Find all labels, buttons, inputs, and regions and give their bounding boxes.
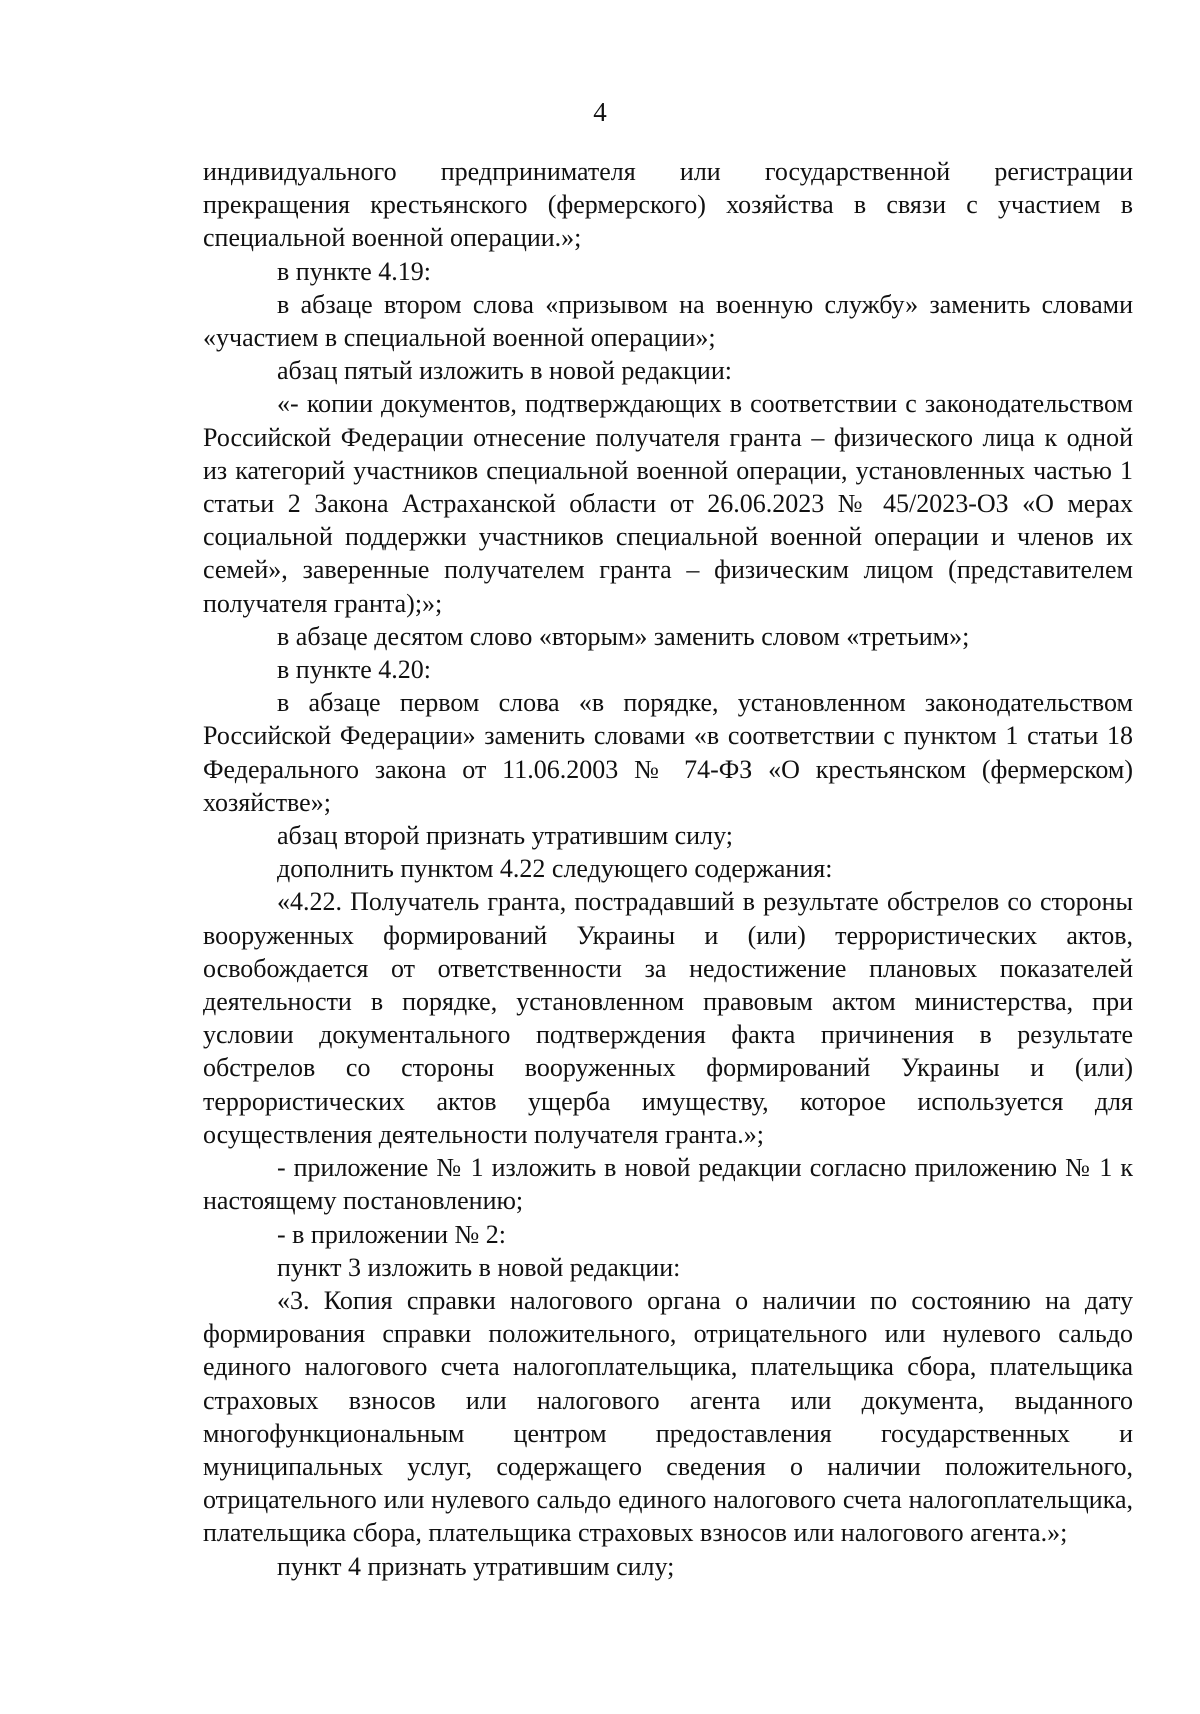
page-number: 4	[593, 97, 607, 127]
paragraph-appendix-1: - приложение № 1 изложить в новой редакции согласно приложению № 1 к настоящему постановлению;	[203, 1153, 1133, 1216]
document-body	[203, 155, 1133, 1583]
paragraph-item-3-text: «3. Копия справки налогового органа о наличии по состоянию на дату формирования справки положительного, отрицательного или нулевого сальдо единого налогового счета налогоплательщика, плательщика сбора, плательщика страховых взносов или налогового агента или документа, выданного многофункциональным центром предоставления государственных и муниципальных услуг, содержащего сведения о наличии положительного, отрицательного или нулевого сальдо единого налогового счета налогоплательщика, плательщика сбора, плательщика страховых взносов или налогового агента.»;	[203, 1285, 1133, 1548]
paragraph-first-abzac-amendment: в абзаце первом слова «в порядке, установленном законодательством Российской Федерации» заменить словами «в соответствии с пунктом 1 статьи 18 Федерального закона от 11.06.2003 № 74-ФЗ «О крестьянском (фермерском) хозяйстве»;	[203, 688, 1133, 817]
paragraph-tenth-abzac: в абзаце десятом слово «вторым» заменить словом «третьим»;	[277, 621, 970, 651]
paragraph-amendment-second-abzac: в абзаце втором слова «призывом на военную службу» заменить словами «участием в специальной военной операции»;	[203, 289, 1133, 353]
paragraph-item-4-22-text: «4.22. Получатель гранта, пострадавший в результате обстрелов со стороны вооруженных формирований Украины и (или) террористических актов, освобождается от ответственности за недостижение плановых показателей деятельности в порядке, установленном правовым актом министерства, при условии документального подтверждения факта причинения в результате обстрелов со стороны вооруженных формирований Украины и (или) террористических актов ущерба имуществу, которое используется для осуществления деятельности получателя гранта.»;	[203, 887, 1133, 1149]
paragraph-item-4-20: в пункте 4.20:	[277, 655, 432, 685]
paragraph-appendix-2: - в приложении № 2:	[277, 1219, 507, 1249]
paragraph-continuation: индивидуального предпринимателя или государственной регистрации прекращения крестьянского (фермерского) хозяйства в связи с участием в специальной военной операции.»;	[203, 157, 1133, 253]
paragraph-item-4-19: в пункте 4.19:	[277, 256, 432, 286]
paragraph-item-4-repealed: пункт 4 признать утратившим силу;	[277, 1551, 675, 1581]
paragraph-add-item-4-22: дополнить пунктом 4.22 следующего содержания:	[277, 854, 833, 884]
paragraph-second-abzac-repealed: абзац второй признать утратившим силу;	[277, 821, 733, 851]
paragraph-item-3-heading: пункт 3 изложить в новой редакции:	[277, 1252, 681, 1282]
paragraph-document-copies: «- копии документов, подтверждающих в соответствии с законодательством Российской Федерации отнесение получателя гранта – физического лица к одной из категорий участников специальной военной операции, установленных частью 1 статьи 2 Закона Астраханской области от 26.06.2023 № 45/2023-ОЗ «О мерах социальной поддержки участников специальной военной операции и членов их семей», заверенные получателем гранта – физическим лицом (представителем получателя гранта);»;	[203, 389, 1133, 618]
paragraph-fifth-abzac-heading: абзац пятый изложить в новой редакции:	[277, 356, 732, 386]
